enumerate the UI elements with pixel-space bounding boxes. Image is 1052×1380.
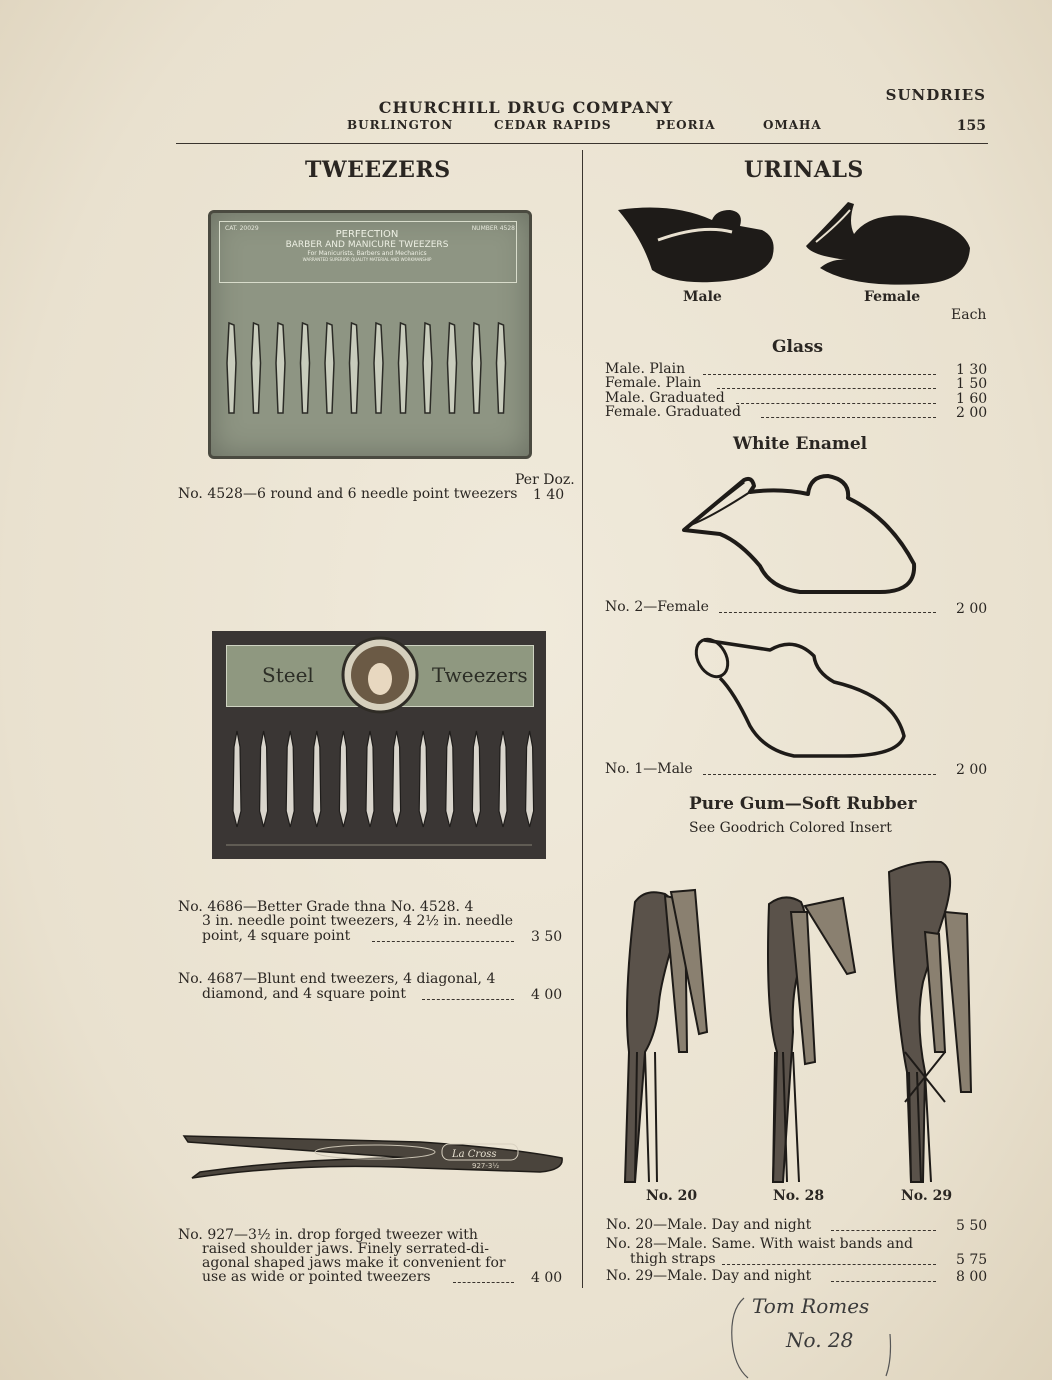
card-line-3: For Manicurists, Barbers and Mechanics — [307, 250, 427, 257]
item-4528-text: No. 4528—6 round and 6 needle point tweezers — [178, 486, 518, 502]
enamel-female-leader — [719, 612, 936, 613]
glass-item-3-label: Male. Graduated — [605, 390, 725, 406]
glass-female-caption: Female — [864, 289, 921, 305]
urinals-heading: URINALS — [744, 157, 864, 183]
tweezer-illustration — [350, 323, 359, 413]
tweezer-illustration — [276, 323, 285, 413]
rubber-heading: Pure Gum—Soft Rubber — [689, 794, 917, 814]
glass-item-3-price: 1 60 — [956, 391, 988, 407]
rubber-item-28-line-2: thigh straps — [630, 1251, 716, 1267]
card2-label-steel: Steel — [262, 663, 314, 687]
item-4528-price: 1 40 — [533, 487, 565, 503]
rubber-subheading: See Goodrich Colored Insert — [689, 820, 892, 836]
rubber-caption-28: No. 28 — [773, 1188, 825, 1204]
tweezer-illustration — [286, 731, 294, 827]
tweezer-illustration — [472, 731, 480, 827]
tweezer-illustration — [252, 323, 261, 413]
tweezer-illustration — [301, 323, 310, 413]
tweezer-illustration — [227, 323, 236, 413]
item-927-line-4: use as wide or pointed tweezers — [202, 1269, 431, 1285]
glass-urinals-image — [612, 198, 982, 290]
tweezer-illustration — [339, 731, 347, 827]
item-4686-line-2: 3 in. needle point tweezers, 4 2½ in. needle — [202, 913, 514, 929]
tweezer-illustration — [497, 323, 506, 413]
tweezer-illustration — [446, 731, 454, 827]
single-tweezer-brand: La Cross — [452, 1149, 497, 1160]
glass-item-3-leader — [736, 403, 936, 404]
item-4687-price: 4 00 — [531, 987, 563, 1003]
city-peoria: PEORIA — [656, 118, 716, 132]
glass-item-2-leader — [717, 388, 936, 389]
item-927-line-1: No. 927—3½ in. drop forged tweezer with — [178, 1227, 478, 1243]
enamel-heading: White Enamel — [733, 434, 868, 454]
item-927-line-3: agonal shaped jaws make it convenient for — [202, 1255, 506, 1271]
steel-tweezers-card-image — [212, 631, 546, 859]
rubber-urinals-image — [615, 852, 985, 1188]
item-4686-price: 3 50 — [531, 929, 563, 945]
glass-male-caption: Male — [683, 289, 722, 305]
tweezer-illustration — [448, 323, 457, 413]
tweezer-illustration — [423, 323, 432, 413]
tweezer-illustration — [366, 731, 374, 827]
item-4686-leader — [372, 941, 514, 942]
rubber-item-29-label: No. 29—Male. Day and night — [606, 1268, 812, 1284]
item-4687-line-2: diamond, and 4 square point — [202, 986, 406, 1002]
rubber-item-29-price: 8 00 — [956, 1269, 988, 1285]
header-rule — [176, 143, 988, 144]
item-4687-line-1: No. 4687—Blunt end tweezers, 4 diagonal, 4 — [178, 971, 496, 987]
card-number: NUMBER 4528 — [471, 225, 515, 232]
column-divider — [582, 150, 583, 1288]
glass-item-4-price: 2 00 — [956, 405, 988, 421]
enamel-male-leader — [703, 774, 936, 775]
tweezer-row-svg — [211, 213, 523, 450]
item-927-leader — [453, 1282, 514, 1283]
rubber-item-28-line-1: No. 28—Male. Same. With waist bands and — [606, 1236, 913, 1252]
enamel-male-label: No. 1—Male — [605, 761, 693, 777]
glass-item-4-leader — [761, 417, 936, 418]
rubber-item-28-price: 5 75 — [956, 1252, 988, 1268]
handwritten-name: Tom Romes — [752, 1294, 870, 1318]
item-927-price: 4 00 — [531, 1270, 563, 1286]
rubber-caption-29: No. 29 — [901, 1188, 953, 1204]
tweezer-illustration — [472, 323, 481, 413]
glass-item-1-label: Male. Plain — [605, 361, 686, 377]
company-name: CHURCHILL DRUG COMPANY — [378, 98, 674, 117]
card-subtitle: BARBER AND MANICURE TWEEZERS — [285, 240, 449, 250]
rubber-item-20-leader — [831, 1230, 936, 1231]
card2-label-tweezers: Tweezers — [432, 663, 528, 687]
page-number: 155 — [956, 118, 986, 134]
tweezer-illustration — [526, 731, 534, 827]
enamel-male-urinal-image — [684, 632, 910, 762]
enamel-male-price: 2 00 — [956, 762, 988, 778]
glass-item-1-price: 1 30 — [956, 362, 988, 378]
tweezer-illustration — [233, 731, 241, 827]
card2-svg — [212, 631, 546, 859]
item-4687-leader — [422, 999, 514, 1000]
tweezer-illustration — [260, 731, 268, 827]
city-burlington: BURLINGTON — [347, 118, 454, 132]
tweezer-illustration — [374, 323, 383, 413]
single-tweezer-image — [180, 1128, 568, 1186]
rubber-item-20-label: No. 20—Male. Day and night — [606, 1217, 812, 1233]
city-cedar-rapids: CEDAR RAPIDS — [494, 118, 612, 132]
glass-item-2-price: 1 50 — [956, 376, 988, 392]
section-title: SUNDRIES — [885, 86, 986, 104]
card-title: PERFECTION — [335, 229, 399, 240]
tweezer-illustration — [313, 731, 321, 827]
rubber-item-29-leader — [831, 1281, 936, 1282]
perfection-tweezer-card-image — [208, 210, 532, 459]
card-line-4: WARRANTED SUPERIOR QUALITY MATERIAL AND WORKMANSHIP — [302, 257, 432, 262]
glass-item-1-leader — [703, 374, 936, 375]
glass-item-2-label: Female. Plain — [605, 375, 702, 391]
enamel-female-price: 2 00 — [956, 601, 988, 617]
tweezer-illustration — [499, 731, 507, 827]
city-omaha: OMAHA — [763, 118, 822, 132]
tweezer-illustration — [419, 731, 427, 827]
per-doz-label: Per Doz. — [515, 472, 575, 488]
tweezers-heading: TWEEZERS — [305, 157, 451, 183]
rubber-item-20-price: 5 50 — [956, 1218, 988, 1234]
item-4686-line-1: No. 4686—Better Grade thna No. 4528. 4 — [178, 899, 474, 915]
tweezer-illustration — [393, 731, 401, 827]
item-927-line-2: raised shoulder jaws. Finely serrated-di- — [202, 1241, 489, 1257]
glass-item-4-label: Female. Graduated — [605, 404, 741, 420]
card-cat-no: CAT. 20029 — [225, 225, 259, 232]
each-label: Each — [951, 307, 987, 323]
glass-heading: Glass — [772, 337, 824, 357]
single-tweezer-number: 927-3½ — [472, 1162, 500, 1170]
enamel-female-label: No. 2—Female — [605, 599, 709, 615]
item-4686-line-3: point, 4 square point — [202, 928, 351, 944]
tweezer-illustration — [399, 323, 408, 413]
rubber-caption-20: No. 20 — [646, 1188, 698, 1204]
rubber-item-28-leader — [722, 1264, 936, 1265]
enamel-female-urinal-image — [680, 468, 920, 596]
tweezer-illustration — [325, 323, 334, 413]
handwritten-number: No. 28 — [786, 1328, 854, 1352]
